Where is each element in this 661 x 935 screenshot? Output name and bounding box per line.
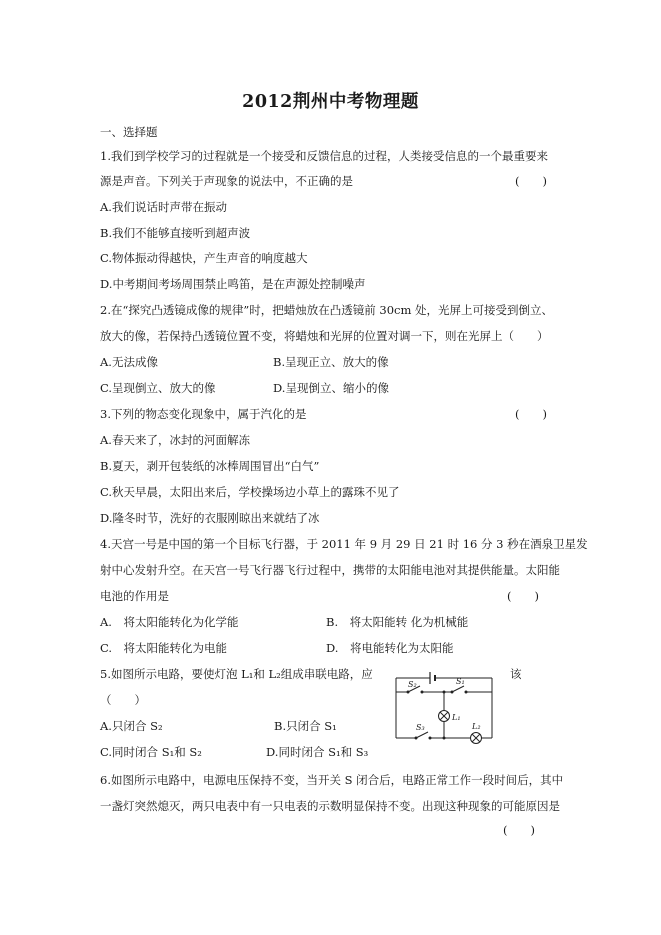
- node-s3-right: [429, 737, 432, 740]
- q1-option-b: B.我们不能够直接听到超声波: [100, 226, 251, 240]
- q5-option-c: C.同时闭合 S₁和 S₂: [100, 745, 202, 759]
- q2-stem-line1: 2.在“探究凸透镜成像的规律”时，把蜡烛放在凸透镜前 30cm 处，光屏上可接受到倒立、: [100, 303, 554, 317]
- q6-stem-line2: 一盏灯突然熄灭，两只电表中有一只电表的示数明显保持不变。出现这种现象的可能原因是: [100, 799, 560, 813]
- page-title: 2012荆州中考物理题: [242, 92, 419, 112]
- q3-option-a: A.春天来了，冰封的河面解冻: [100, 433, 250, 447]
- q3-answer-paren: ( ): [515, 407, 547, 421]
- q3-stem: 3.下列的物态变化现象中，属于汽化的是: [100, 407, 307, 421]
- node-s2-right: [421, 691, 424, 694]
- node-s1-left: [451, 691, 454, 694]
- q4-option-d: D. 将电能转化为太阳能: [326, 641, 454, 655]
- section-heading: 一、选择题: [100, 125, 158, 139]
- q4-answer-paren: ( ): [507, 589, 539, 603]
- label-s3: S₃: [416, 723, 425, 732]
- label-l1: L₁: [452, 713, 461, 722]
- q4-option-b: B. 将太阳能转 化为机械能: [326, 615, 469, 629]
- q2-option-b: B.呈现正立、放大的像: [273, 355, 389, 369]
- q4-option-c: C. 将太阳能转化为电能: [100, 641, 228, 655]
- q2-option-a: A.无法成像: [100, 355, 158, 369]
- q6-stem-line1: 6.如图所示电路中，电源电压保持不变，当开关 S 闭合后，电路正常工作一段时间后，其中: [100, 773, 564, 787]
- label-s2: S₂: [408, 680, 417, 689]
- q2-option-d: D.呈现倒立、缩小的像: [273, 381, 389, 395]
- q3-option-b: B.夏天，剥开包装纸的冰棒周围冒出“白气”: [100, 459, 320, 473]
- q5-option-a: A.只闭合 S₂: [100, 719, 163, 733]
- q1-answer-paren: ( ): [515, 174, 547, 188]
- q5-stem: 5.如图所示电路，要使灯泡 L₁和 L₂组成串联电路，应: [100, 667, 373, 681]
- q3-option-c: C.秋天早晨，太阳出来后，学校操场边小草上的露珠不见了: [100, 485, 400, 499]
- q1-option-a: A.我们说话时声带在振动: [100, 200, 227, 214]
- q5-option-d: D.同时闭合 S₁和 S₃: [266, 745, 369, 759]
- q1-option-c: C.物体振动得越快，产生声音的响度越大: [100, 251, 308, 265]
- q1-option-d: D.中考期间考场周围禁止鸣笛，是在声源处控制噪声: [100, 277, 366, 291]
- junction-top: [443, 691, 446, 694]
- q1-stem-line1: 1.我们到学校学习的过程就是一个接受和反馈信息的过程，人类接受信息的一个最重要来: [100, 149, 548, 163]
- q4-stem-line2: 射中心发射升空。在天宫一号飞行器飞行过程中，携带的太阳能电池对其提供能量。太阳能: [100, 563, 560, 577]
- q5-answer-paren: （ ）: [100, 693, 146, 707]
- q2-option-c: C.呈现倒立、放大的像: [100, 381, 216, 395]
- q6-answer-paren: ( ): [503, 823, 535, 837]
- node-s2-left: [407, 691, 410, 694]
- q4-option-a: A. 将太阳能转化为化学能: [100, 615, 239, 629]
- switch-s1-blade: [452, 686, 464, 692]
- q4-stem-line3: 电池的作用是: [100, 589, 169, 603]
- q2-stem-line2: 放大的像，若保持凸透镜位置不变，将蜡烛和光屏的位置对调一下，则在光屏上（ ）: [100, 329, 549, 343]
- node-s1-right: [465, 691, 468, 694]
- q3-option-d: D.隆冬时节，洗好的衣服刚晾出来就结了冰: [100, 511, 320, 525]
- junction-bottom: [443, 737, 446, 740]
- label-l2: L₂: [472, 722, 481, 731]
- node-s3-left: [415, 737, 418, 740]
- q1-stem-line2: 源是声音。下列关于声现象的说法中，不正确的是: [100, 174, 353, 188]
- switch-s3-blade: [416, 732, 428, 738]
- label-s1: S₁: [456, 677, 465, 686]
- q5-stem-tail: 该: [510, 667, 522, 681]
- q4-stem-line1: 4.天宫一号是中国的第一个目标飞行器，于 2011 年 9 月 29 日 21 时 16 分 3 秒在酒泉卫星发: [100, 537, 588, 551]
- circuit-diagram: [392, 668, 500, 746]
- q5-option-b: B.只闭合 S₁: [274, 719, 337, 733]
